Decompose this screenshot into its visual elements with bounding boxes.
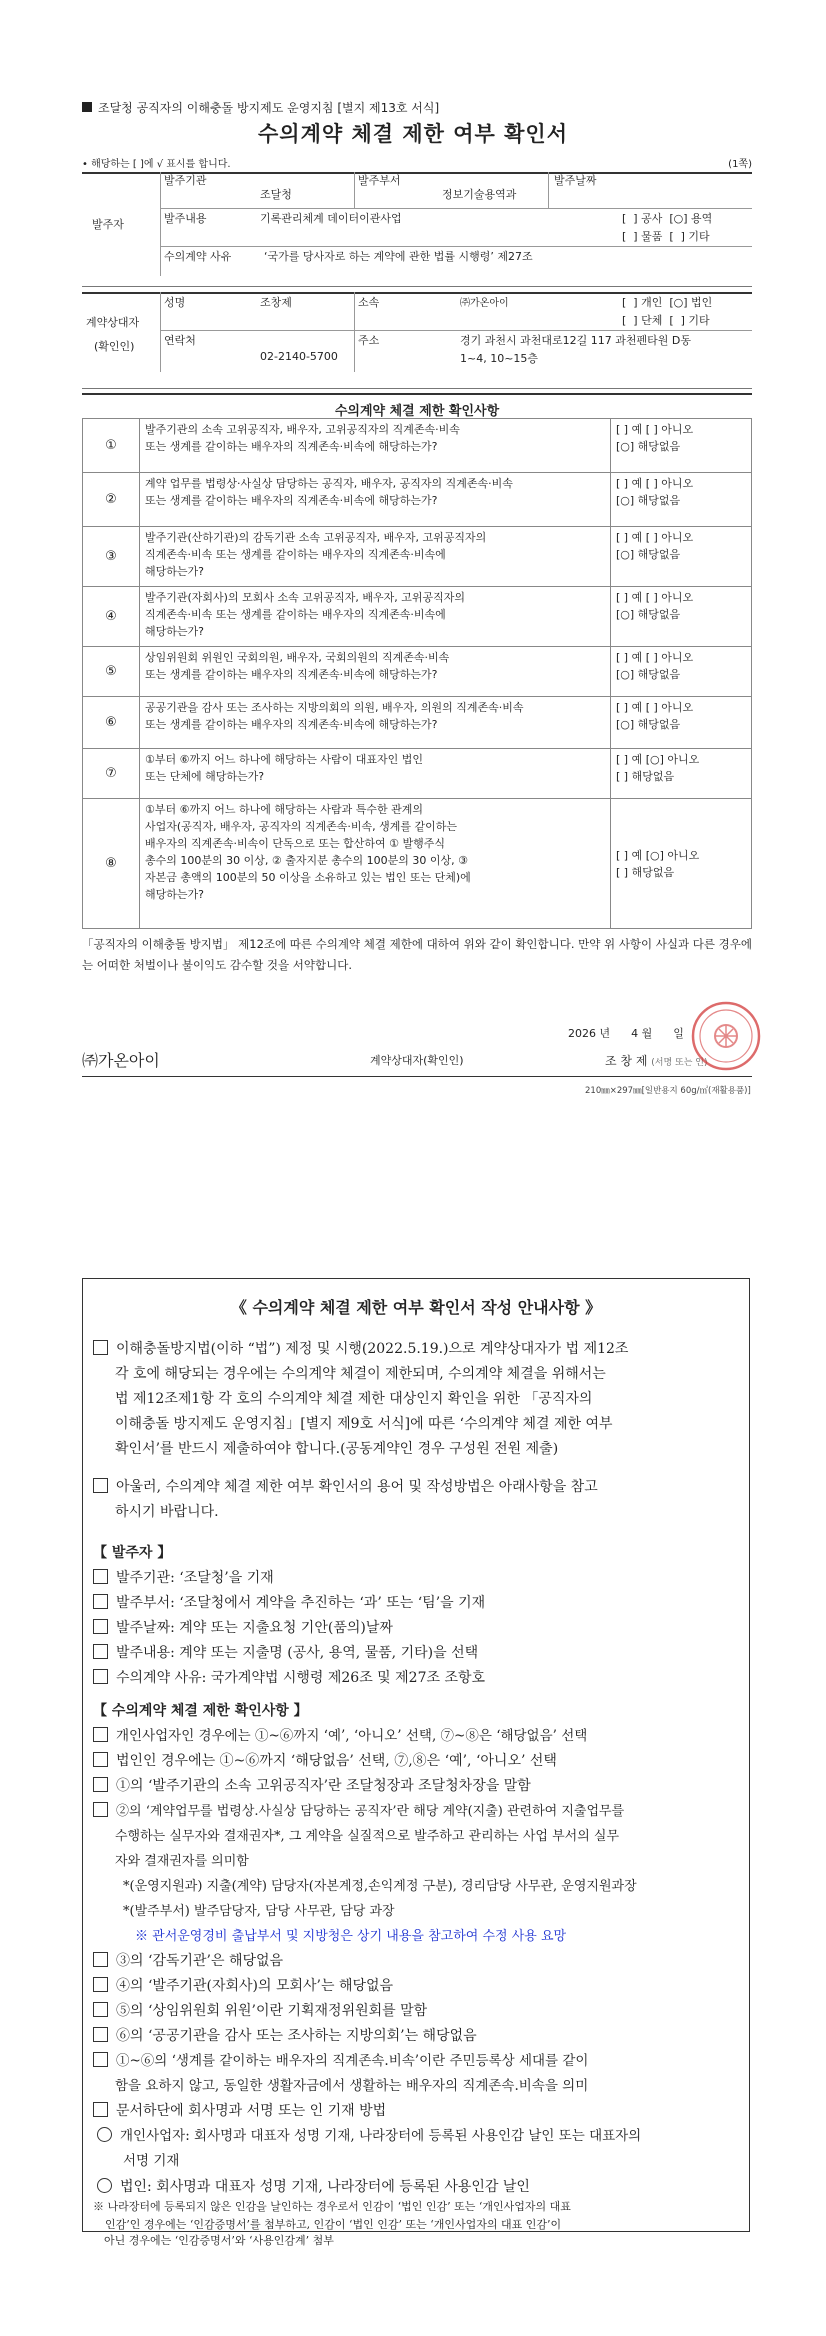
orderer-guide-item: 수의계약 사유: 국가계약법 시행령 제26조 및 제27조 조항호 (93, 1666, 485, 1691)
guide-box (82, 1278, 750, 2232)
item-number: ① (83, 419, 140, 473)
orderer-guide-item: 발주기관: ‘조달청’을 기재 (93, 1566, 274, 1591)
checkbox-icon (93, 2102, 108, 2117)
sign-guide-heading: 문서하단에 회사명과 서명 또는 인 기재 방법 (93, 2099, 386, 2124)
divider (82, 388, 752, 389)
orderer-guide-heading: 【 발주자 】 (93, 1545, 172, 1561)
contractor-sublabel: (확인인) (94, 340, 135, 353)
address-label: 주소 (358, 334, 380, 347)
checkbox-icon (93, 1952, 108, 1967)
content-value: 기록관리체계 데이터이관사업 (260, 212, 402, 225)
reason-value: ‘국가를 당사자로 하는 계약에 관한 법률 시행령’ 제27조 (264, 250, 533, 263)
circle-bullet-icon (97, 2127, 112, 2142)
check-guide-item: ①의 ‘발주기관의 소속 고위공직자’란 조달청장과 조달청차장을 말함 (93, 1774, 531, 1799)
checkbox-icon (93, 2052, 108, 2067)
item-answer[interactable]: [ ] 예 [ ] 아니오 [○] 해당없음 (611, 527, 752, 587)
item-answer[interactable]: [ ] 예 [ ] 아니오 [○] 해당없음 (611, 587, 752, 647)
reason-label: 수의계약 사유 (164, 250, 232, 263)
check-guide-item-7-cont: 함을 요하지 않고, 동일한 생활자금에서 생활하는 배우자의 직계존속.비속을 의미 (115, 2078, 589, 2094)
item-answer[interactable]: [ ] 예 [○] 아니오 [ ] 해당없음 (611, 799, 752, 929)
sign-guide-individual: 개인사업자: 회사명과 대표자 성명 기재, 나라장터에 등록된 사용인감 날인 또는 대표자의 (97, 2124, 641, 2149)
guide-intro-1-cont: 확인서’를 반드시 제출하여야 합니다.(공동계약인 경우 구성원 전원 제출) (115, 1441, 559, 1457)
check-guide-sub: *(운영지원과) 지출(계약) 담당자(자본계정,손익계정 구분), 경리담당 사무관, 운영지원과장 (123, 1879, 637, 1894)
table-row (83, 587, 752, 647)
contractor-type-line1[interactable]: [ ] 개인 [○] 법인 (622, 296, 713, 309)
check-guide-item: 개인사업자인 경우에는 ①~⑥까지 ‘예’, ‘아니오’ 선택, ⑦~⑧은 ‘해당없음’ 선택 (93, 1724, 587, 1749)
checkbox-icon (93, 2002, 108, 2017)
check-guide-sub: *(발주부서) 발주담당자, 담당 사무관, 담당 과장 (123, 1904, 395, 1919)
guide-intro-1-cont: 법 제12조제1항 각 호의 수의계약 체결 제한 대상인지 확인을 위한 「공직자의 (115, 1391, 593, 1407)
guide-intro-1: 이해충돌방지법(이하 “법”) 제정 및 시행(2022.5.19.)으로 계약상대자가 법 제12조 (93, 1337, 628, 1362)
guide-footnote: ※ 나라장터에 등록되지 않은 인감을 날인하는 경우로서 인감이 ‘법인 인감’ 또는 ‘개인사업자의 대표 (93, 2200, 571, 2213)
table-row (83, 749, 752, 799)
address-line2: 1~4, 10~15층 (460, 352, 539, 365)
item-number: ② (83, 473, 140, 527)
item-question: 발주기관(자회사)의 모회사 소속 고위공직자, 배우자, 고위공직자의 직계존속·비속 또는 생계를 같이하는 배우자의 직계존속·비속에 해당하는가? (140, 587, 611, 647)
checkbox-icon (93, 1594, 108, 1609)
company-seal (690, 1000, 762, 1072)
item-number: ③ (83, 527, 140, 587)
check-guide-note: ※ 관서운영경비 출납부서 및 지방청은 상기 내용을 참고하여 수정 사용 요망 (135, 1929, 567, 1944)
divider (82, 286, 752, 287)
declaration-text: 「공직자의 이해충돌 방지법」 제12조에 따른 수의계약 체결 제한에 대하여 위와 같이 확인합니다. 만약 위 사항이 사실과 다른 경우에는 어떠한 처벌이나 불이익도 감수할 것을 서약합니다. (82, 937, 752, 972)
dept-label: 발주부서 (358, 174, 401, 187)
guide-footnote-cont: 인감’인 경우에는 ‘인감증명서’를 첨부하고, 인감이 ‘법인 인감’ 또는 ‘개인사업자의 대표 인감’이 (105, 2218, 562, 2231)
item-question: 발주기관(산하기관)의 감독기관 소속 고위공직자, 배우자, 고위공직자의 직계존속·비속 또는 생계를 같이하는 배우자의 직계존속·비속에 해당하는가? (140, 527, 611, 587)
signature-rule (82, 1076, 752, 1077)
agency-value: 조달청 (260, 188, 292, 201)
orderer-type-line1[interactable]: [ ] 공사 [○] 용역 (622, 212, 713, 225)
contractor-label: 계약상대자 (86, 316, 140, 329)
item-answer[interactable]: [ ] 예 [ ] 아니오 [○] 해당없음 (611, 697, 752, 749)
guide-footnote-last: 아닌 경우에는 ‘인감증명서’와 ‘사용인감계’ 첨부 (104, 2234, 334, 2247)
item-question: 계약 업무를 법령상·사실상 담당하는 공직자, 배우자, 공직자의 직계존속·비속 또는 생계를 같이하는 배우자의 직계존속·비속에 해당하는가? (140, 473, 611, 527)
page-title: 수의계약 체결 제한 여부 확인서 (258, 122, 568, 146)
orderer-label: 발주자 (92, 218, 124, 231)
divider (82, 393, 752, 395)
checkbox-icon (93, 1802, 108, 1817)
form-note: 조달청 공직자의 이해충돌 방지제도 운영지침 [별지 제13호 서식] (82, 99, 439, 116)
check-guide-item: ⑥의 ‘공공기관을 감사 또는 조사하는 지방의회’는 해당없음 (93, 2024, 477, 2049)
checkbox-icon (93, 1669, 108, 1684)
date-label: 발주날짜 (554, 174, 597, 187)
sign-guide-corporate: 법인: 회사명과 대표자 성명 기재, 나라장터에 등록된 사용인감 날인 (97, 2175, 530, 2200)
square-bullet-icon (82, 102, 92, 112)
table-row (83, 527, 752, 587)
checkbox-icon (93, 1777, 108, 1792)
item-answer[interactable]: [ ] 예 [ ] 아니오 [○] 해당없음 (611, 647, 752, 697)
company-name: ㈜가온아이 (82, 1051, 160, 1070)
affil-label: 소속 (358, 296, 380, 309)
orderer-guide-item: 발주날짜: 계약 또는 지출요청 기안(품의)날짜 (93, 1616, 393, 1641)
checkbox-icon (93, 1727, 108, 1742)
contractor-type-line2[interactable]: [ ] 단체 [ ] 기타 (622, 314, 710, 327)
page-count: (1쪽) (728, 159, 752, 170)
item-number: ⑥ (83, 697, 140, 749)
checkbox-icon (93, 1569, 108, 1584)
item-number: ⑧ (83, 799, 140, 929)
item-question: 발주기관의 소속 고위공직자, 배우자, 고위공직자의 직계존속·비속 또는 생계를 같이하는 배우자의 직계존속·비속에 해당하는가? (140, 419, 611, 473)
checkbox-icon (93, 1340, 108, 1355)
phone-value: 02-2140-5700 (260, 350, 338, 363)
sign-date: 2026 년 4 월 일 (568, 1027, 684, 1040)
item-answer[interactable]: [ ] 예 [ ] 아니오 [○] 해당없음 (611, 473, 752, 527)
orderer-type-line2[interactable]: [ ] 물품 [ ] 기타 (622, 230, 710, 243)
check-legend: • 해당하는 [ ]에 √ 표시를 합니다. (82, 159, 231, 170)
check-guide-item: ④의 ‘발주기관(자회사)의 모회사’는 해당없음 (93, 1974, 393, 1999)
table-row (83, 419, 752, 473)
item-question: 상임위원회 위원인 국회의원, 배우자, 국회의원의 직계존속·비속 또는 생계를 같이하는 배우자의 직계존속·비속에 해당하는가? (140, 647, 611, 697)
table-row (83, 647, 752, 697)
contractor-confirm-label: 계약상대자(확인인) (370, 1054, 464, 1067)
item-answer[interactable]: [ ] 예 [ ] 아니오 [○] 해당없음 (611, 419, 752, 473)
name-label: 성명 (164, 296, 186, 309)
contractor-section (82, 292, 752, 372)
checkbox-icon (93, 1478, 108, 1493)
checkbox-icon (93, 1977, 108, 1992)
guide-intro-2-cont: 하시기 바랍니다. (115, 1504, 219, 1520)
guide-intro-1-cont: 각 호에 해당되는 경우에는 수의계약 체결이 제한되며, 수의계약 체결을 위해서는 (115, 1366, 606, 1382)
orderer-guide-item: 발주내용: 계약 또는 지출명 (공사, 용역, 물품, 기타)을 선택 (93, 1641, 478, 1666)
checklist-table (82, 418, 752, 929)
checkbox-icon (93, 2027, 108, 2042)
item-question: ①부터 ⑥까지 어느 하나에 해당하는 사람과 특수한 관계의 사업자(공직자, 배우자, 공직자의 직계존속·비속, 생계를 같이하는 배우자의 직계존속·비속이 단독으로 또는 합산하여 ① 발행주식 총수의 100분의 30 이상, ② 출자지분 총수의 100분의 30 이상, ③ 자본금 총액의 100분의 50 이상을 소유하고 있는 법인 또는 단체)에 해당하는가? (140, 799, 611, 929)
check-guide-item-2-cont: 수행하는 실무자와 결재권자*, 그 계약을 실질적으로 발주하고 관리하는 사업 부서의 실무 (115, 1829, 620, 1844)
check-guide-heading: 【 수의계약 체결 제한 확인사항 】 (93, 1703, 308, 1719)
orderer-guide-item: 발주부서: ‘조달청에서 계약을 추진하는 ‘과’ 또는 ‘팀’을 기재 (93, 1591, 485, 1616)
item-number: ⑤ (83, 647, 140, 697)
checkbox-icon (93, 1619, 108, 1634)
guide-title: 《 수의계약 체결 제한 여부 확인서 작성 안내사항 》 (230, 1298, 602, 1317)
check-guide-item: ⑤의 ‘상임위원회 위원’이란 기획재정위원회를 말함 (93, 1999, 427, 2024)
affil-value: ㈜가온아이 (460, 298, 509, 309)
phone-label: 연락처 (164, 334, 196, 347)
table-row (83, 473, 752, 527)
sign-guide-individual-cont: 서명 기재 (123, 2153, 180, 2169)
agency-label: 발주기관 (164, 174, 207, 187)
item-question: ①부터 ⑥까지 어느 하나에 해당하는 사람이 대표자인 법인 또는 단체에 해당하는가? (140, 749, 611, 799)
checkbox-icon (93, 1644, 108, 1659)
table-row (83, 697, 752, 749)
paper-spec: 210㎜×297㎜[일반용지 60g/㎡(재활용품)] (585, 1086, 751, 1096)
seal-hint: (서명 또는 인) (651, 1058, 708, 1068)
orderer-section (82, 172, 752, 276)
content-label: 발주내용 (164, 212, 207, 225)
item-number: ④ (83, 587, 140, 647)
circle-bullet-icon (97, 2178, 112, 2193)
signer-name: 조 창 제 (서명 또는 인) (605, 1054, 708, 1068)
name-value: 조창제 (260, 296, 292, 309)
guide-intro-1-cont: 이해충돌 방지제도 운영지침」[별지 제9호 서식]에 따른 ‘수의계약 체결 제한 여부 (115, 1416, 613, 1432)
checkbox-icon (93, 1752, 108, 1767)
address-line1: 경기 과천시 과천대로12길 117 과천펜타원 D동 (460, 334, 691, 347)
check-guide-item-2: ②의 ‘계약업무를 법령상.사실상 담당하는 공직자’란 해당 계약(지출) 관련하여 지출업무를 (93, 1799, 624, 1824)
item-answer[interactable]: [ ] 예 [○] 아니오 [ ] 해당없음 (611, 749, 752, 799)
item-question: 공공기관을 감사 또는 조사하는 지방의회의 의원, 배우자, 의원의 직계존속·비속 또는 생계를 같이하는 배우자의 직계존속·비속에 해당하는가? (140, 697, 611, 749)
guide-intro-2: 아울러, 수의계약 체결 제한 여부 확인서의 용어 및 작성방법은 아래사항을 참고 (93, 1475, 598, 1500)
check-guide-item-2-cont: 자와 결재권자를 의미함 (115, 1854, 249, 1869)
item-number: ⑦ (83, 749, 140, 799)
checklist-title: 수의계약 체결 제한 확인사항 (334, 404, 500, 419)
table-row (83, 799, 752, 929)
check-guide-item-7: ①~⑥의 ‘생계를 같이하는 배우자의 직계존속.비속’이란 주민등록상 세대를 같이 (93, 2049, 588, 2074)
check-guide-item: ③의 ‘감독기관’은 해당없음 (93, 1949, 283, 1974)
check-guide-item: 법인인 경우에는 ①~⑥까지 ‘해당없음’ 선택, ⑦,⑧은 ‘예’, ‘아니오’ 선택 (93, 1749, 557, 1774)
dept-value: 정보기술용역과 (442, 188, 517, 201)
